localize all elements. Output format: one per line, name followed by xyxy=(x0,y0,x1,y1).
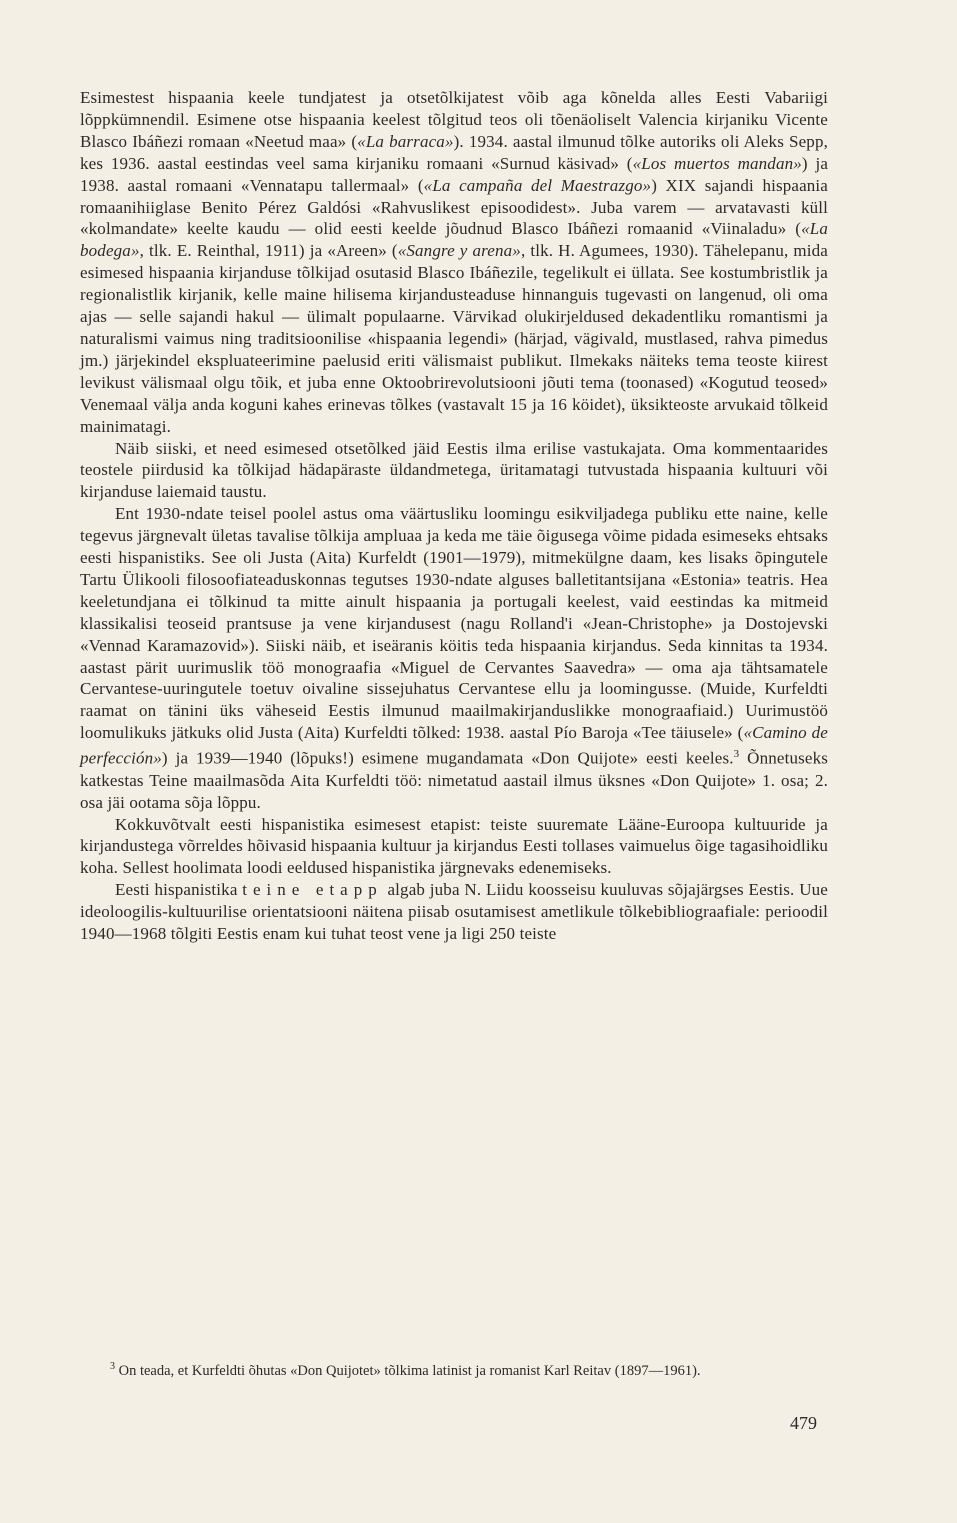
spaced-emphasis: teine etapp xyxy=(242,880,383,900)
text-segment: Eesti hispanistika xyxy=(115,880,243,900)
text-segment: ) ja 1939—1940 (lõpuks!) esimene mugandamata «Don Quijote» eesti keeles. xyxy=(161,748,734,768)
text-segment: , tlk. H. Agumees, 1930). Tähelepanu, mida esimesed hispaania kirjanduse tõlkijad osutasid Blasco Ibáñezile, tegelikult ei üllata. See kostumbristlik ja regionalistlik kirjanik, kelle maine hilisema kirjandusteaduse hinnanguis tugevasti on langenud, oli oma ajas — selle sajandi hakul — ülimalt populaarne. Värvikad olukirjeldused dekadentliku romantismi ja naturalismi vaimus ning traditsioonilise «hispaania legendi» (härjad, vägivald, mustlased, rahva pimedus jm.) järjekindel ekspluateerimine paelusid eriti välismaist publikut. Ilmekaks näiteks tema teoste kiirest levikust välismaal olgu tõik, et juba enne Oktoobrirevolutsiooni jõuti tema (toonased) «Kogutud teosed» Venemaal välja anda koguni kahes erinevas tõlkes (vastavalt 15 ja 16 köidet), üksikteoste arvukaid tõlkeid mainimatagi. xyxy=(80,241,828,436)
italic-title: «La campaña del Maestrazgo» xyxy=(423,175,652,195)
paragraph xyxy=(80,814,828,880)
text-segment: ). 1934. aastal ilmunud tõlke autoriks oli Aleks Sepp, kes 1936. aastal eestindas veel sama kirjaniku romaani «Surnud käsivad» ( xyxy=(80,131,828,173)
text-segment: Näib siiski, et need esimesed otsetõlked jäid Eestis ilma erilise vastukajata. Oma kommentaarides teostele piirdusid ka tõlkijad hädapäraste üldandmetega, üritamatagi tutvustada hispaania kultuuri või kirjanduse laiemaid taustu. xyxy=(80,438,828,502)
text-segment: algab juba N. Liidu koosseisu kuuluvas sõjajärgses Eestis. Uue ideoloogilis-kultuurilise orientatsiooni näitena piisab osutamisest ametlikule tõlkebibliograafiale: perioodil 1940—1968 tõlgiti Eestis enam kui tuhat teost vene ja ligi 250 teiste xyxy=(80,880,828,944)
text-segment: , tlk. E. Reinthal, 1911) ja «Areen» ( xyxy=(139,241,398,261)
paragraph xyxy=(80,438,828,504)
text-segment: ) ja 1938. aastal romaani «Vennatapu tallermaal» ( xyxy=(80,153,829,195)
text-segment: Õnnetuseks katkestas Teine maailmasõda Aita Kurfeldti töö: nimetatud aastail ilmus üksnes «Don Quijote» 1. osa; 2. osa jäi ootama sõja lõppu. xyxy=(80,748,828,812)
body-text xyxy=(80,87,828,945)
italic-title: «Los muertos mandan» xyxy=(632,153,802,173)
text-segment: Esimestest hispaania keele tundjatest ja otsetõlkijatest võib aga kõnelda alles Eesti Vabariigi lõppkümnendil. Esimene otse hispaania keelest tõlgitud teos oli tõenäoliselt Valencia kirjaniku Vicente Blasco Ibáñezi romaan «Neetud maa» ( xyxy=(80,88,828,151)
footnote xyxy=(80,1362,828,1381)
paragraph xyxy=(80,879,828,945)
italic-title: «La barraca» xyxy=(357,131,454,151)
text-segment: ) XIX sajandi hispaania romaanihiiglase Benito Pérez Galdósi «Rahvuslikest episoodidest». Juba varem — arvatavasti küll «kolmandate» keelte kaudu — olid eesti keelde jõudnud Blasco Ibáñezi romaanid «Viinaladu» ( xyxy=(80,175,828,239)
italic-title: «La bodega» xyxy=(80,219,828,261)
paragraph xyxy=(80,87,828,438)
paragraph xyxy=(80,503,828,813)
footnote-mark: 3 xyxy=(110,1361,115,1373)
footnote-text: On teada, et Kurfeldti õhutas «Don Quijotet» tõlkima latinist ja romanist Karl Reitav (1897—1961). xyxy=(115,1363,701,1379)
text-segment: Ent 1930-ndate teisel poolel astus oma väärtusliku loomingu esikviljadega publiku ette naine, kelle tegevus järgnevalt ületas tavalise tõlkija ampluaa ja keda me täie õigusega võime pidada esimeseks ehtsaks eesti hispanistiks. See oli Justa (Aita) Kurfeldt (1901—1979), mitmekülgne daam, kes lisaks õpingutele Tartu Ülikooli filosoofiateaduskonnas tegutses 1930-ndate alguses balletitantsijana «Estonia» teatris. Hea keeletundjana ei tõlkinud ta mitte ainult hispaania ja portugali keelest, vaid eestindas ka mitmeid klassikalisi teoseid prantsuse ja vene kirjandusest (nagu Rolland'i «Jean-Christophe» ja Dostojevski «Vennad Karamazovid»). Siiski näib, et iseäranis köitis teda hispaania kirjandus. Seda kinnitas ta 1934. aastast pärit uurimuslik töö monograafia «Miguel de Cervantes Saavedra» — oma aja tähtsamatele Cervantese-uuringutele toetuv oivaline sissejuhatus Cervantese ellu ja loomingusse. (Muide, Kurfeldti raamat on tänini üks väheseid Eestis ilmunud maailmakirjanduslikke monograafiaid.) Uurimustöö loomulikuks jätkuks olid Justa (Aita) Kurfeldti tõlked: 1938. aastal Pío Baroja «Tee täiusele» ( xyxy=(80,504,828,743)
italic-title: «Sangre y arena» xyxy=(397,241,521,261)
italic-title: «Camino de perfección» xyxy=(80,723,828,768)
page-number: 479 xyxy=(790,1413,817,1433)
text-segment: Kokkuvõtvalt eesti hispanistika esimesest etapist: teiste suuremate Lääne-Euroopa kultuuride ja kirjandustega võrreldes hõivasid hispaania kultuur ja kirjandus Eesti tollases vaimuelus õige tagasihoidliku koha. Sellest hoolimata loodi eeldused hispanistika järgnevaks edenemiseks. xyxy=(80,814,828,878)
footnote-reference: 3 xyxy=(733,748,740,761)
